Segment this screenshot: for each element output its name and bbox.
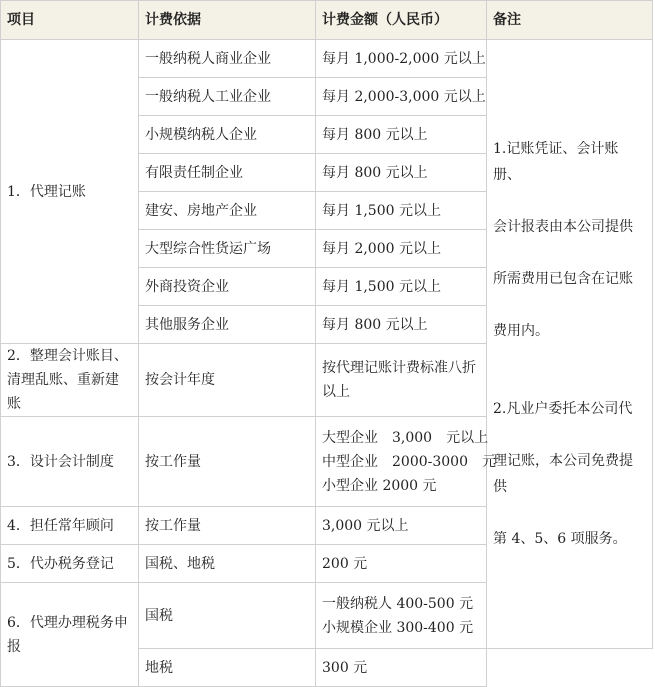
- amount-cell: 按代理记账计费标准八折以上: [316, 344, 487, 417]
- amount-cell: 一般纳税人 400-500 元小规模企业 300-400 元: [316, 583, 487, 649]
- basis-cell: 按工作量: [139, 507, 316, 545]
- basis-cell: 小规模纳税人企业: [139, 116, 316, 154]
- basis-cell: 地税: [139, 649, 316, 687]
- basis-cell: 一般纳税人工业企业: [139, 78, 316, 116]
- amount-cell: 每月 2,000 元以上: [316, 230, 487, 268]
- note-line: 1.记账凭证、会计账册、: [493, 141, 619, 183]
- table-row: [1, 40, 653, 78]
- basis-cell: 一般纳税人商业企业: [139, 40, 316, 78]
- header-amount: 计费金额（人民币）: [316, 1, 487, 40]
- amount-cell: [316, 417, 496, 507]
- basis-cell: 国税、地税: [139, 545, 316, 583]
- amount-line: 小型企业 2000 元: [322, 477, 437, 494]
- amount-cell: 每月 2,000-3,000 元以上: [316, 78, 487, 116]
- item-tax-filing: 6．代理办理税务申报: [1, 583, 139, 687]
- basis-cell: 其他服务企业: [139, 306, 316, 344]
- amount-cell: 每月 1,000-2,000 元以上: [316, 40, 487, 78]
- amount-cell: 200 元: [316, 545, 487, 583]
- header-basis: 计费依据: [139, 1, 316, 40]
- note-cell: [487, 40, 653, 649]
- note-line: 所需费用已包含在记账: [493, 271, 633, 287]
- amount-cell: 每月 800 元以上: [316, 306, 487, 344]
- header-row: [1, 1, 653, 40]
- note-line: 费用内。: [493, 323, 549, 339]
- item-consultant: 4．担任常年顾问: [1, 507, 139, 545]
- amount-cell: 300 元: [316, 649, 487, 687]
- amount-cell: 每月 1,500 元以上: [316, 268, 487, 306]
- basis-cell: 有限责任制企业: [139, 154, 316, 192]
- note-line: 2.凡业户委托本公司代: [493, 401, 633, 417]
- item-design-system: 3．设计会计制度: [1, 417, 139, 507]
- note-line: 理记账，本公司免费提供: [493, 453, 633, 495]
- header-note: 备注: [487, 1, 653, 40]
- item-bookkeeping: 1．代理记账: [1, 40, 139, 344]
- basis-cell: 建安、房地产企业: [139, 192, 316, 230]
- basis-cell: 按会计年度: [139, 344, 316, 417]
- note-line: 会计报表由本公司提供: [493, 219, 633, 235]
- basis-cell: 外商投资企业: [139, 268, 316, 306]
- basis-cell: 按工作量: [139, 417, 316, 507]
- amount-cell: 每月 800 元以上: [316, 116, 487, 154]
- amount-cell: 每月 800 元以上: [316, 154, 487, 192]
- amount-cell: 每月 1,500 元以上: [316, 192, 487, 230]
- amount-line: 中型企业 2000-3000 元: [322, 453, 496, 470]
- header-item: 项目: [1, 1, 139, 40]
- amount-cell: 3,000 元以上: [316, 507, 487, 545]
- item-tax-registration: 5．代办税务登记: [1, 545, 139, 583]
- basis-cell: 大型综合性货运广场: [139, 230, 316, 268]
- basis-cell: 国税: [139, 583, 316, 649]
- amount-line: 大型企业 3,000 元以上: [322, 429, 489, 446]
- item-reorganize: 2．整理会计账目、清理乱账、重新建账: [1, 344, 139, 417]
- note-line: 第 4、5、6 项服务。: [493, 531, 627, 547]
